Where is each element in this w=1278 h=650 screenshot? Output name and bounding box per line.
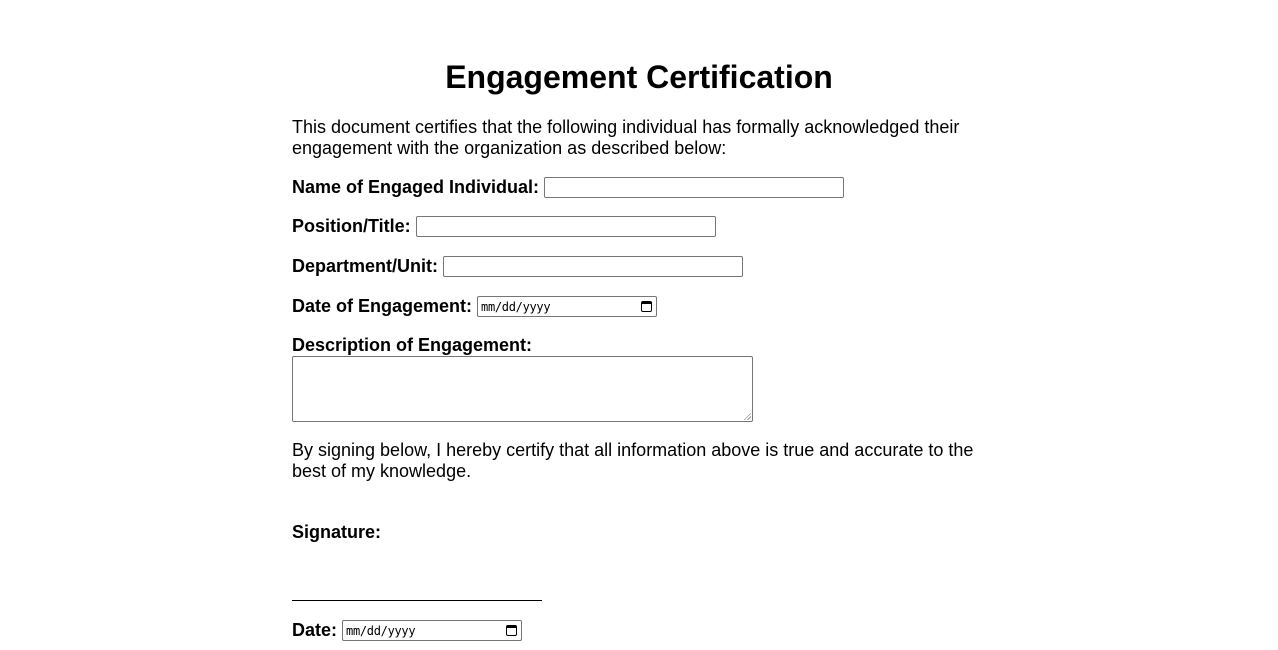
date-placeholder: mm/dd/yyyy <box>346 623 416 638</box>
name-row <box>292 177 844 198</box>
engagement-date-row <box>292 296 657 317</box>
calendar-icon[interactable] <box>641 301 652 312</box>
name-label: Name of Engaged Individual: <box>292 177 540 197</box>
position-label: Position/Title: <box>292 216 411 236</box>
engagement-date-label: Date of Engagement: <box>292 296 473 316</box>
certification-text: By signing below, I hereby certify that all information above is true and accurate to the best of my knowledge. <box>292 440 974 481</box>
department-label: Department/Unit: <box>292 256 439 276</box>
page-title: Engagement Certification <box>445 59 833 95</box>
engagement-date-placeholder: mm/dd/yyyy <box>481 299 551 314</box>
position-input[interactable] <box>416 216 716 237</box>
description-label: Description of Engagement: <box>292 335 533 355</box>
name-input[interactable] <box>544 177 844 198</box>
date-input[interactable] <box>342 620 522 641</box>
department-row <box>292 256 743 277</box>
signature-label: Signature: <box>292 522 382 542</box>
department-input[interactable] <box>443 256 743 277</box>
resize-grip-icon[interactable] <box>743 412 751 420</box>
calendar-icon[interactable] <box>506 625 517 636</box>
date-row <box>292 620 522 641</box>
engagement-date-input[interactable] <box>477 296 657 317</box>
date-label: Date: <box>292 620 338 640</box>
intro-text: This document certifies that the following individual has formally acknowledged their engagement with the organization as described below: <box>292 117 960 158</box>
position-row <box>292 216 716 237</box>
description-textarea[interactable] <box>292 356 753 422</box>
signature-line[interactable] <box>292 600 542 601</box>
